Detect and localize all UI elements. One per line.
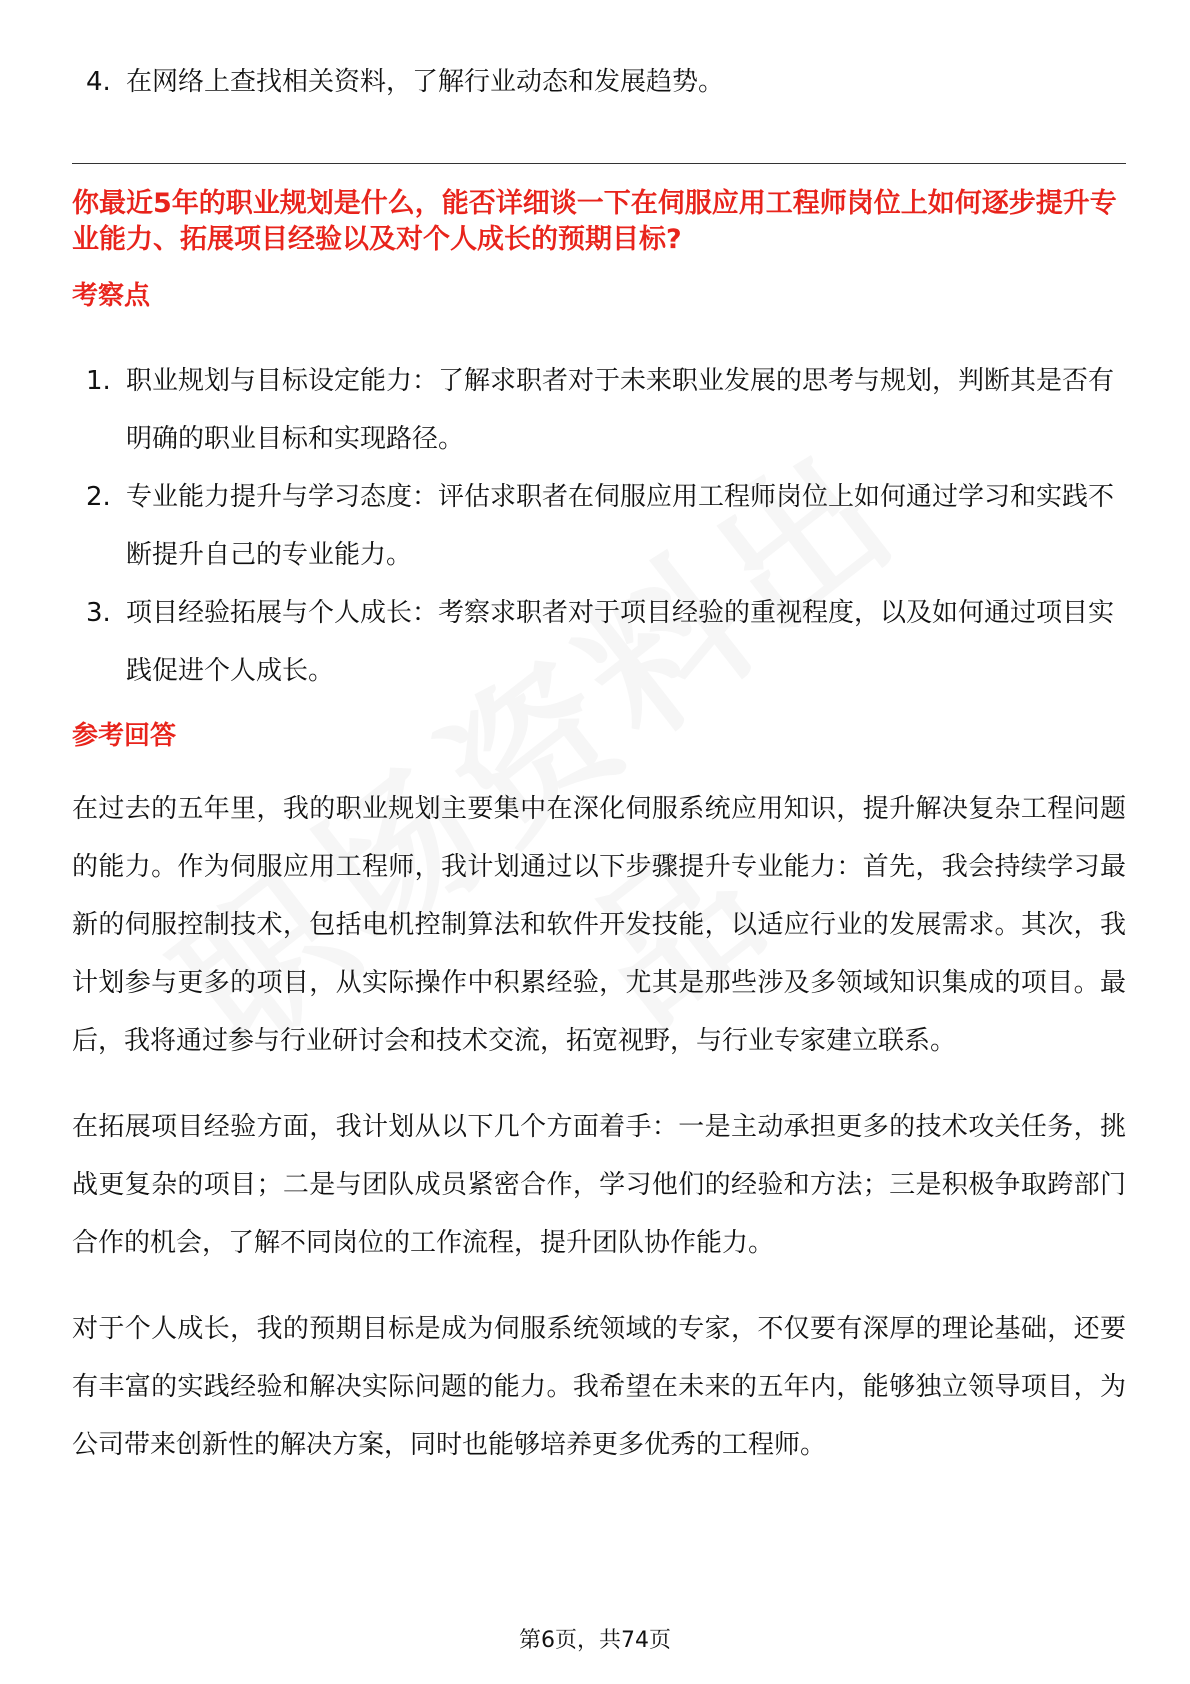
answer-heading: 参考回答 — [72, 721, 177, 751]
point-number: 2. — [86, 482, 111, 512]
point-number: 1. — [86, 366, 111, 396]
list-item-previous — [86, 62, 1126, 102]
point-text: 职业规划与目标设定能力：了解求职者对于未来职业发展的思考与规划，判断其是否有明确的职业目标和实现路径。 — [126, 366, 1115, 454]
answer-paragraph-1: 在过去的五年里，我的职业规划主要集中在深化伺服系统应用知识，提升解决复杂工程问题的能力。作为伺服应用工程师，我计划通过以下步骤提升专业能力：首先，我会持续学习最新的伺服控制技术，包括电机控制算法和软件开发技能，以适应行业的发展需求。其次，我计划参与更多的项目，从实际操作中积累经验，尤其是那些涉及多领域知识集成的项目。最后，我将通过参与行业研讨会和技术交流，拓宽视野，与行业专家建立联系。 — [72, 794, 1126, 1056]
section-divider — [72, 163, 1126, 164]
list-item-text: 在网络上查找相关资料，了解行业动态和发展趋势。 — [126, 67, 725, 97]
page-footer: 第6页，共74页 — [519, 1628, 671, 1653]
points-heading: 考察点 — [72, 281, 151, 311]
question-title: 你最近5年的职业规划是什么，能否详细谈一下在伺服应用工程师岗位上如何逐步提升专业能力、拓展项目经验以及对个人成长的预期目标? — [72, 188, 1117, 255]
answer-body — [72, 780, 1126, 1502]
answer-paragraph-2: 在拓展项目经验方面，我计划从以下几个方面着手：一是主动承担更多的技术攻关任务，挑战更复杂的项目；二是与团队成员紧密合作，学习他们的经验和方法；三是积极争取跨部门合作的机会，了解不同岗位的工作流程，提升团队协作能力。 — [72, 1112, 1126, 1258]
point-number: 3. — [86, 598, 111, 628]
points-list — [86, 352, 1126, 700]
answer-paragraph-3: 对于个人成长，我的预期目标是成为伺服系统领域的专家，不仅要有深厚的理论基础，还要有丰富的实践经验和解决实际问题的能力。我希望在未来的五年内，能够独立领导项目，为公司带来创新性的解决方案，同时也能够培养更多优秀的工程师。 — [72, 1314, 1126, 1460]
point-text: 项目经验拓展与个人成长：考察求职者对于项目经验的重视程度，以及如何通过项目实践促进个人成长。 — [126, 598, 1115, 686]
point-item-3 — [86, 584, 1126, 700]
list-item-number: 4. — [86, 67, 111, 97]
point-item-1 — [86, 352, 1126, 468]
point-item-2 — [86, 468, 1126, 584]
point-text: 专业能力提升与学习态度：评估求职者在伺服应用工程师岗位上如何通过学习和实践不断提升自己的专业能力。 — [126, 482, 1115, 570]
